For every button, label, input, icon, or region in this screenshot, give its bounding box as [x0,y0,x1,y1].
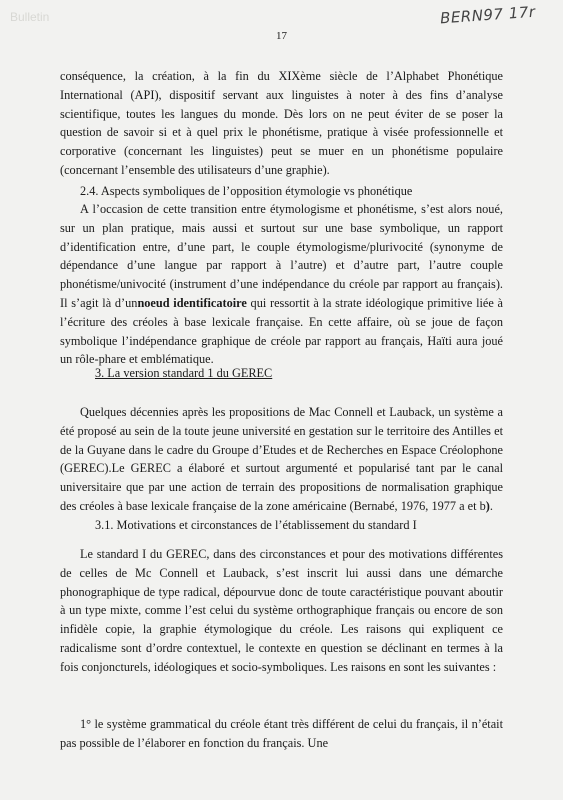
handwritten-annotation: BERN97 17r [439,2,537,28]
faint-stamp: Bulletin [10,10,50,24]
paragraph-api [60,67,503,180]
text-before: A l’occasion de cette transition entre étymologisme et phonétisme, s’est alors noué, sur un plan pratique, mais aussi et surtout sur une base symbolique, un rapport d’identification entre, d’une part, le couple étymologisme/plurivocité (synonyme de dépendance d’une langue par rapport à l’autre) et d’autre part, l’autre couple phonétisme/univocité (instrument d’une indépendance du créole par rapport au français). Il s’agit là d’un [60,202,503,310]
text-main: Quelques décennies après les propositions de Mac Connell et Lauback, un système a été proposé au sein de la toute jeune université en gestation sur le territoire des Antilles et de la Guyane dans le cadre du Groupe d’Etudes et de Recherches en Espace Créolophone (GEREC).Le GEREC a élaboré et surtout argumenté et popularisé tant par le canal universitaire que par une action de terrain des propositions de normalisation graphique des créoles à base lexicale française de la zone américaine (Bernabé, 1976, 1977 a et b [60,405,503,513]
section-heading-2-4: 2.4. Aspects symboliques de l’opposition étymologie vs phonétique [80,184,413,198]
text-after: qui ressortit à la strate idéologique primitive liée à l’écriture des créoles à base lexicale française. En cette affaire, où se joue de façon symbolique l’indépendance graphique de créole par rapport au français, Haïti aura joué un rôle-phare et emblématique. [60,295,504,367]
paragraph-text [60,403,503,516]
paragraph-reason-1 [60,715,503,753]
bold-term: noeud identificatoire [137,295,247,310]
paragraph-standard [60,545,503,677]
paragraph-gerec [60,403,503,516]
paragraph-text [60,715,503,753]
page-number: 17 [276,30,287,42]
paragraph-text: conséquence, la création, à la fin du XIXème siècle de l’Alphabet Phonétique International (API), dispositif servant aux linguistes à noter à des fins d’analyse scientifique, toutes les langues du monde. Dès lors on ne peut éviter de se poser la question de savoir si et à quel prix le phonétisme, pratique à visée professionnelle et corporative (concernant les linguistes) peut se muer en un phonétisme populaire (concernant l’ensemble des utilisateurs d’une graphie). [60,69,503,177]
bold-paren: ) [485,498,490,513]
paragraph-text [60,200,503,369]
section-heading-3-1: 3.1. Motivations et circonstances de l’établissement du standard I [95,518,417,532]
list-marker: 1° [80,717,92,731]
text-body: le système grammatical du créole étant très différent de celui du français, il n’était pas possible de l’élaborer en fonction du français. Une [60,717,503,750]
paragraph-text: Le standard I du GEREC, dans des circonstances et pour des motivations différentes de celles de Mc Connell et Lauback, s’est inscrit lui aussi dans une démarche phonographique de type radical, dépourvue donc de toute caractéristique pouvant aboutir à un type mixte, comme l’est celui du système orthographique français ou encore de son infidèle copie, la graphie étymologique du créole. Les raisons qui expliquent ce radicalisme sont d’ordre contextuel, le contexte en question se déclinant en termes à la fois conjoncturels, idéologiques et socio-symboliques. Les raisons en sont les suivantes : [60,547,503,674]
section-heading-text: 3. La version standard 1 du GEREC [95,366,273,380]
paragraph-symbolic [60,200,503,369]
text-end: . [489,498,493,513]
section-heading-3 [95,364,272,382]
